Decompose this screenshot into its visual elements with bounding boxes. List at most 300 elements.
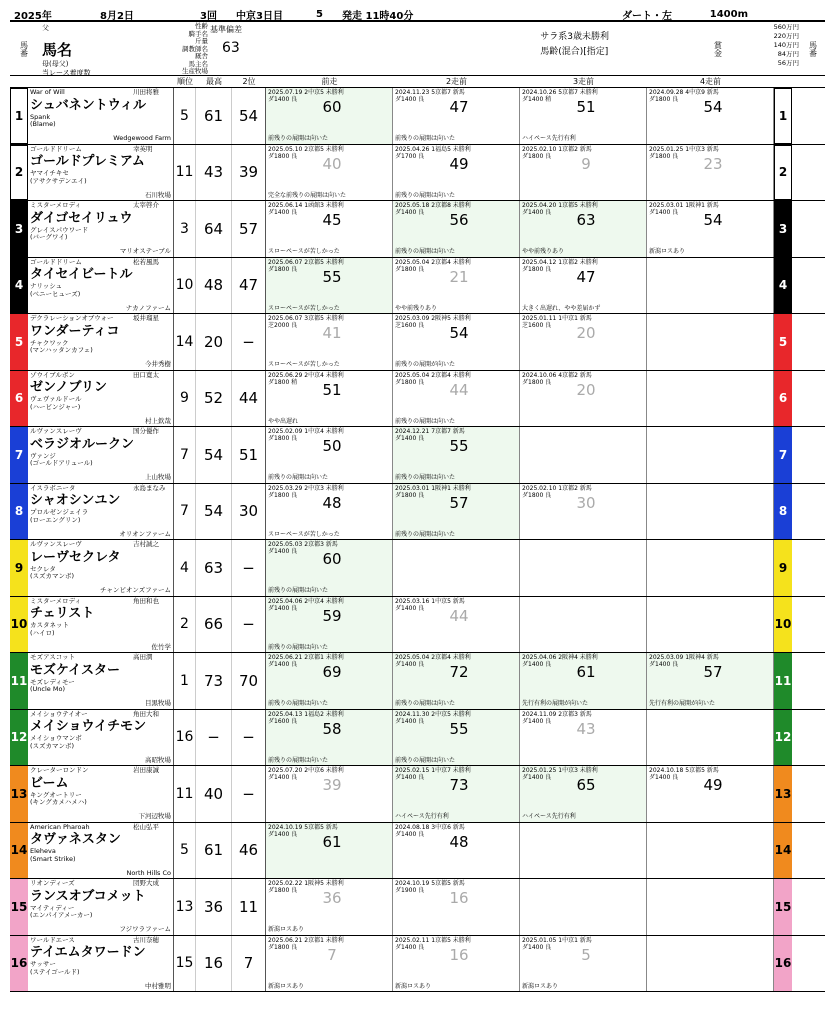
race-condition: ダ1400 良 [649, 661, 679, 669]
horse-row[interactable] [10, 371, 825, 428]
past-race-2[interactable] [393, 597, 520, 653]
race-condition: ダ1400 良 [649, 774, 679, 782]
past-race-1[interactable] [266, 823, 393, 879]
best-score: − [196, 710, 232, 766]
prize-block [709, 22, 801, 75]
damsire-name: (Smart Strike) [30, 854, 76, 863]
race-note: 前残りの展開は向いた [395, 248, 456, 256]
dam-name: モズレディモー [30, 677, 75, 686]
breeder-name: Wedgewood Farm [113, 134, 171, 142]
race-info: 2025.04.06 2中京4 未勝利 [268, 597, 344, 605]
past-race-2[interactable] [393, 936, 520, 992]
small-labels [168, 22, 208, 75]
race-condition: ダ1400 良 [268, 774, 298, 782]
race-date: 8月2日 [100, 10, 134, 22]
race-info: 2025.03.16 1中京5 新馬 [395, 597, 465, 605]
horse-number: 4 [10, 258, 28, 314]
best-score: 52 [196, 371, 232, 427]
horse-name[interactable]: メイショウイチモン [30, 719, 147, 734]
best-score: 20 [196, 314, 232, 370]
damsire-name: (Uncle Mo) [30, 685, 65, 693]
race-condition: ダ1800 良 [268, 265, 298, 273]
prize-3: 140万円 [773, 41, 799, 49]
horse-info [28, 484, 174, 540]
rank-value: 2 [174, 597, 196, 653]
race-info: 2025.04.26 1福島5 未勝利 [395, 145, 471, 153]
horse-name[interactable]: シュバネントウィル [30, 97, 146, 113]
race-score: 60 [322, 98, 342, 116]
race-info: 2025.01.25 1中京3 未勝利 [522, 767, 598, 774]
race-score: 45 [322, 211, 342, 229]
race-condition [540, 30, 609, 60]
legend-block [38, 22, 168, 75]
dam-name: サッサー [30, 960, 56, 968]
jockey-name: 川田将雅 [133, 88, 159, 96]
race-info: 2025.04.20 1京都5 未勝利 [522, 202, 598, 209]
breeder-name: ナカノファーム [125, 303, 171, 312]
damsire-name: (キングカメハメハ) [30, 798, 87, 806]
horse-info [28, 258, 174, 314]
race-score: 43 [576, 719, 596, 738]
past-race-4 [647, 427, 774, 483]
damsire-name: (Blame) [30, 120, 56, 128]
race-info: 2025.03.09 1阪神4 新馬 [649, 654, 719, 661]
race-info: 2025.03.29 2中京3 未勝利 [268, 484, 344, 492]
race-info: 2025.02.10 1京都2 新馬 [522, 484, 592, 492]
race-note: 前残りの展開は向いた [268, 700, 329, 708]
race-score: 9 [581, 154, 591, 173]
past-race-1[interactable] [266, 88, 393, 144]
race-condition: ダ1700 良 [395, 152, 425, 160]
horse-info [28, 879, 174, 935]
race-note: やや前残りあり [395, 304, 438, 312]
horse-info [28, 145, 174, 201]
breeder-name: 上山牧場 [145, 473, 171, 481]
horse-number: 10 [10, 597, 28, 653]
race-info: 2025.02.22 1阪神5 未勝利 [268, 880, 344, 887]
track-surface: ダート・左 [622, 10, 672, 22]
horse-number: 3 [10, 201, 28, 257]
race-info: 2024.12.21 7京都7 新馬 [395, 428, 465, 435]
horse-name[interactable]: タイセイビートル [30, 267, 133, 282]
past-race-4[interactable] [647, 145, 774, 201]
horse-row[interactable] [10, 597, 825, 654]
race-score: 58 [322, 719, 342, 738]
race-score: 56 [449, 211, 469, 229]
horse-name[interactable]: ビーム [30, 775, 69, 791]
horse-number-right: 5 [774, 314, 792, 370]
col-prev4: 4走前 [699, 77, 722, 86]
jockey-name: 幸英明 [133, 144, 153, 153]
past-race-2[interactable] [393, 88, 520, 144]
past-race-3 [520, 427, 647, 483]
horse-name[interactable]: チェリスト [30, 606, 95, 621]
horse-row[interactable] [10, 653, 825, 710]
past-race-3[interactable] [520, 936, 647, 992]
horse-name[interactable]: シャオシンユン [30, 493, 121, 508]
horse-name[interactable]: タヴァネスタン [30, 832, 121, 847]
second-score: 46 [232, 823, 266, 879]
past-race-2[interactable] [393, 484, 520, 540]
race-info: 2025.04.12 1京都2 未勝利 [522, 258, 598, 266]
past-race-3 [520, 540, 647, 596]
jockey-name: 古川奈穂 [133, 935, 159, 944]
past-race-1[interactable] [266, 653, 393, 709]
past-race-2[interactable] [393, 201, 520, 257]
prize-label: 賞金 [713, 41, 723, 57]
horse-row[interactable] [10, 145, 825, 202]
horse-number-right: 3 [774, 201, 792, 257]
horse-name[interactable]: ダイゴセイリュウ [30, 210, 133, 226]
second-score: 44 [232, 371, 266, 427]
past-race-3[interactable] [520, 484, 647, 540]
past-race-3[interactable] [520, 258, 647, 314]
race-info: 2025.07.19 2中京5 未勝利 [268, 89, 344, 96]
standard-value: 63 [222, 40, 240, 56]
horse-info [28, 710, 174, 766]
horse-name[interactable]: ワンダーティコ [30, 323, 120, 339]
horse-name[interactable]: モズケイスター [30, 662, 120, 678]
dam-name: ナリッシュ [30, 282, 63, 290]
damsire-name: (マンハッタンカフェ) [30, 346, 93, 354]
race-note: 大きく出遅れ、やや差届かず [522, 304, 601, 312]
rank-value: 11 [174, 766, 196, 822]
standard-block [208, 22, 268, 75]
race-condition: ダ1400 良 [649, 209, 679, 217]
rank-value: 7 [174, 427, 196, 483]
past-race-1[interactable] [266, 427, 393, 483]
race-score: 5 [581, 945, 591, 964]
horse-number-right: 15 [774, 879, 792, 935]
race-score: 61 [322, 832, 342, 851]
past-race-1[interactable] [266, 145, 393, 201]
race-info: 2025.05.10 2京都5 未勝利 [268, 145, 344, 153]
race-note: 新潟ロスあり [268, 982, 305, 990]
race-condition: ダ1800 良 [268, 943, 298, 951]
race-score: 47 [449, 98, 469, 116]
horse-number-right: 1 [774, 88, 792, 144]
race-condition: 芝2000 良 [268, 322, 298, 330]
damsire-name: (スズカマンボ) [30, 572, 75, 580]
race-note: 前残りの展開は向いた [268, 135, 329, 143]
best-score: 16 [196, 936, 232, 992]
horse-name[interactable]: ゴールドプレミアム [30, 154, 145, 169]
jockey-name: 田口寛太 [133, 370, 159, 379]
past-race-1[interactable] [266, 201, 393, 257]
rank-value: 4 [174, 540, 196, 596]
race-note: スローペースが苦しかった [268, 304, 340, 312]
label-stable: 厩舎 [195, 52, 208, 60]
race-info: 2025.02.15 1中京7 未勝利 [395, 767, 471, 774]
horse-row[interactable] [10, 484, 825, 541]
best-score: 73 [196, 653, 232, 709]
race-info: 2025.03.01 1阪神1 未勝利 [395, 484, 471, 492]
damsire-name: (アサクサデンエイ) [30, 176, 87, 185]
best-score: 36 [196, 879, 232, 935]
race-note: ハイペース先行有利 [522, 813, 576, 821]
past-race-3 [520, 879, 647, 935]
horse-number-right: 4 [774, 258, 792, 314]
horse-row[interactable] [10, 427, 825, 484]
col-best: 最高 [206, 77, 222, 86]
horse-info [28, 936, 174, 992]
past-race-2[interactable] [393, 314, 520, 370]
jockey-name: 坂井瑠星 [133, 314, 159, 322]
horse-row[interactable] [10, 766, 825, 823]
condition-class: サラ系3歳未勝利 [540, 32, 609, 42]
damsire-name: (ハービンジャー) [30, 402, 81, 411]
past-race-4[interactable] [647, 88, 774, 144]
jockey-name: 角田大和 [133, 709, 159, 718]
horse-number-right: 8 [774, 484, 792, 540]
second-score: − [232, 710, 266, 766]
past-race-4[interactable] [647, 766, 774, 822]
race-note: ハイペース先行有利 [395, 813, 449, 821]
sire-name: クレーターロンドン [30, 766, 89, 774]
race-year: 2025年 [14, 10, 52, 22]
race-note: 前残りの展開は向いた [395, 530, 456, 538]
race-condition: ダ1800 良 [395, 378, 425, 386]
horse-name[interactable]: ランスオブコメット [30, 888, 146, 904]
past-race-1[interactable] [266, 484, 393, 540]
horse-number: 9 [10, 540, 28, 596]
breeder-name: 目黒牧場 [145, 699, 171, 707]
jockey-name: 高田潤 [133, 653, 153, 661]
past-race-2[interactable] [393, 371, 520, 427]
race-condition: ダ1400 良 [395, 717, 425, 725]
race-score: 59 [322, 606, 342, 625]
horse-row[interactable] [10, 710, 825, 767]
past-race-2[interactable] [393, 258, 520, 314]
col-prev2: 2走前 [445, 77, 468, 86]
past-race-4[interactable] [647, 653, 774, 709]
second-score: 7 [232, 936, 266, 992]
race-note: 前残りの展開は向いた [395, 191, 456, 199]
past-race-3 [520, 597, 647, 653]
horse-list [10, 88, 825, 992]
rank-value: 15 [174, 936, 196, 992]
race-condition: ダ1400 良 [522, 943, 552, 951]
race-info: 2024.11.23 5京都7 新馬 [395, 89, 465, 96]
past-race-3[interactable] [520, 314, 647, 370]
damsire-name: (ステイゴールド) [30, 967, 80, 976]
breeder-name: 石川牧場 [145, 190, 171, 199]
horse-row[interactable] [10, 879, 825, 936]
rank-value: 9 [174, 371, 196, 427]
past-race-4 [647, 484, 774, 540]
past-race-4 [647, 597, 774, 653]
ban-label: 馬番 [19, 40, 29, 57]
race-condition: ダ1400 良 [395, 943, 425, 951]
race-score: 63 [576, 211, 596, 229]
race-score: 49 [703, 776, 723, 794]
label-breeder: 生産牧場 [182, 67, 208, 75]
second-score: − [232, 540, 266, 596]
sire-name: メイショウテイオー [30, 709, 88, 718]
race-header [10, 8, 825, 22]
horse-info [28, 314, 174, 370]
dam-label: 母(母父) [42, 60, 69, 68]
damsire-name: (エンパイアメーカー) [30, 911, 93, 919]
sire-name: American Pharoah [30, 822, 90, 831]
rank-value: 5 [174, 823, 196, 879]
second-score: − [232, 766, 266, 822]
race-score: 51 [322, 380, 342, 399]
dam-name: プロルゼンジェイラ [30, 508, 89, 516]
race-score: 65 [576, 776, 596, 794]
horse-row[interactable] [10, 258, 825, 315]
past-race-3[interactable] [520, 371, 647, 427]
past-race-3[interactable] [520, 653, 647, 709]
race-score: 57 [449, 493, 469, 512]
prize-2: 220万円 [773, 32, 799, 40]
horse-info [28, 766, 174, 822]
past-race-2[interactable] [393, 823, 520, 879]
horse-info [28, 201, 174, 257]
past-race-3 [520, 823, 647, 879]
past-race-1[interactable] [266, 314, 393, 370]
horse-name[interactable]: テイエムタワードン [30, 945, 146, 960]
sire-name: デクラレーションオブウォー [30, 314, 114, 322]
second-score: 54 [232, 88, 266, 144]
horse-name[interactable]: ベラジオルークン [30, 436, 135, 452]
best-score: 43 [196, 145, 232, 201]
breeder-name: 佐竹学 [151, 642, 171, 651]
past-race-2[interactable] [393, 710, 520, 766]
horse-row[interactable] [10, 936, 825, 993]
past-race-3[interactable] [520, 766, 647, 822]
race-score: 39 [322, 776, 342, 794]
second-score: 11 [232, 879, 266, 935]
race-condition: ダ1800 良 [268, 435, 298, 443]
past-race-1[interactable] [266, 766, 393, 822]
name-label: 馬名 [42, 41, 73, 59]
race-condition: ダ1400 良 [268, 604, 298, 612]
jockey-name: 団野大成 [133, 879, 159, 887]
dam-name: ヴァンジ [30, 451, 56, 460]
race-score: 73 [449, 776, 469, 794]
race-condition: ダ1400 良 [395, 774, 425, 782]
best-score: 48 [196, 258, 232, 314]
race-condition: ダ1800 良 [268, 152, 298, 160]
sire-label: 父 [42, 24, 49, 32]
past-race-2[interactable] [393, 766, 520, 822]
horse-number-right: 2 [774, 145, 792, 201]
horse-row[interactable] [10, 201, 825, 258]
jockey-name: 角田和也 [133, 596, 159, 605]
past-race-1[interactable] [266, 371, 393, 427]
past-race-4[interactable] [647, 201, 774, 257]
past-race-2[interactable] [393, 879, 520, 935]
horse-info [28, 823, 174, 879]
rank-value: 10 [174, 258, 196, 314]
race-note: 新潟ロスあり [649, 248, 686, 256]
race-info: 2025.06.29 2中京4 未勝利 [268, 371, 344, 379]
past-race-1[interactable] [266, 540, 393, 596]
prize-4: 84万円 [777, 50, 799, 58]
race-score: 20 [576, 324, 596, 342]
past-race-1[interactable] [266, 936, 393, 992]
breeder-name: オリオンファーム [119, 529, 171, 538]
race-number: 5 [316, 8, 323, 20]
past-race-1[interactable] [266, 597, 393, 653]
horse-name[interactable]: ゼンノブリン [30, 380, 107, 395]
past-race-4 [647, 710, 774, 766]
horse-row[interactable] [10, 540, 825, 597]
damsire-name: (バーグワイ) [30, 233, 68, 241]
race-info: 2024.10.26 5京都7 未勝利 [522, 89, 598, 96]
race-condition: ダ1400 良 [395, 830, 425, 838]
race-condition: ダ1400 良 [395, 209, 425, 217]
prize-values [727, 23, 801, 75]
second-score: 51 [232, 427, 266, 483]
past-race-3[interactable] [520, 201, 647, 257]
past-race-3[interactable] [520, 710, 647, 766]
past-race-1[interactable] [266, 879, 393, 935]
race-condition: ダ1400 良 [522, 774, 552, 782]
horse-number-right: 12 [774, 710, 792, 766]
race-score: 47 [576, 267, 596, 286]
race-condition: ダ1800 良 [522, 265, 552, 273]
race-info: 2024.09.28 4中京9 新馬 [649, 89, 719, 96]
past-race-4 [647, 371, 774, 427]
col-second: 2位 [242, 77, 256, 86]
past-race-4 [647, 314, 774, 370]
race-score: 60 [322, 550, 342, 568]
sire-name: War of Will [30, 88, 65, 96]
race-score: 55 [449, 719, 469, 738]
label-sex-age: 性齢 [195, 22, 208, 30]
horse-row[interactable] [10, 314, 825, 371]
past-race-2[interactable] [393, 653, 520, 709]
dam-name: マイティディー [30, 903, 75, 912]
race-note: やや前残りあり [522, 248, 565, 256]
past-race-1[interactable] [266, 710, 393, 766]
past-race-3[interactable] [520, 88, 647, 144]
race-condition: ダ1400 良 [268, 548, 298, 556]
race-score: 20 [576, 380, 596, 399]
past-race-4 [647, 540, 774, 596]
race-info: 2025.01.11 1中京1 新馬 [522, 315, 592, 322]
past-race-1[interactable] [266, 258, 393, 314]
race-condition: ダ1800 良 [268, 887, 298, 895]
race-condition: ダ1800 良 [522, 152, 552, 160]
race-score: 61 [576, 663, 596, 681]
horse-number-right: 9 [774, 540, 792, 596]
horse-row[interactable] [10, 88, 825, 145]
race-note: 前残りの展開は向いた [395, 700, 456, 708]
race-score: 69 [322, 663, 342, 681]
race-condition: ダ1400 良 [268, 830, 298, 838]
race-info: 2024.08.18 3中京6 新馬 [395, 823, 465, 831]
second-score: − [232, 597, 266, 653]
race-score: 36 [322, 889, 342, 907]
horse-name[interactable]: レーヴセクレタ [30, 549, 121, 565]
race-note: やや出遅れ [268, 417, 299, 425]
race-score: 54 [449, 324, 469, 342]
race-condition: ダ1800 良 [649, 96, 679, 104]
past-race-2[interactable] [393, 145, 520, 201]
best-score: 61 [196, 823, 232, 879]
past-race-2[interactable] [393, 427, 520, 483]
race-score: 49 [449, 154, 469, 173]
race-info: 2025.04.13 1福島2 未勝利 [268, 710, 344, 718]
race-info: 2025.05.04 2京都4 未勝利 [395, 654, 471, 661]
race-note: 前残りの展開は向いた [395, 417, 456, 425]
race-kai: 3回 [200, 10, 217, 22]
past-race-3[interactable] [520, 145, 647, 201]
horse-row[interactable] [10, 823, 825, 880]
